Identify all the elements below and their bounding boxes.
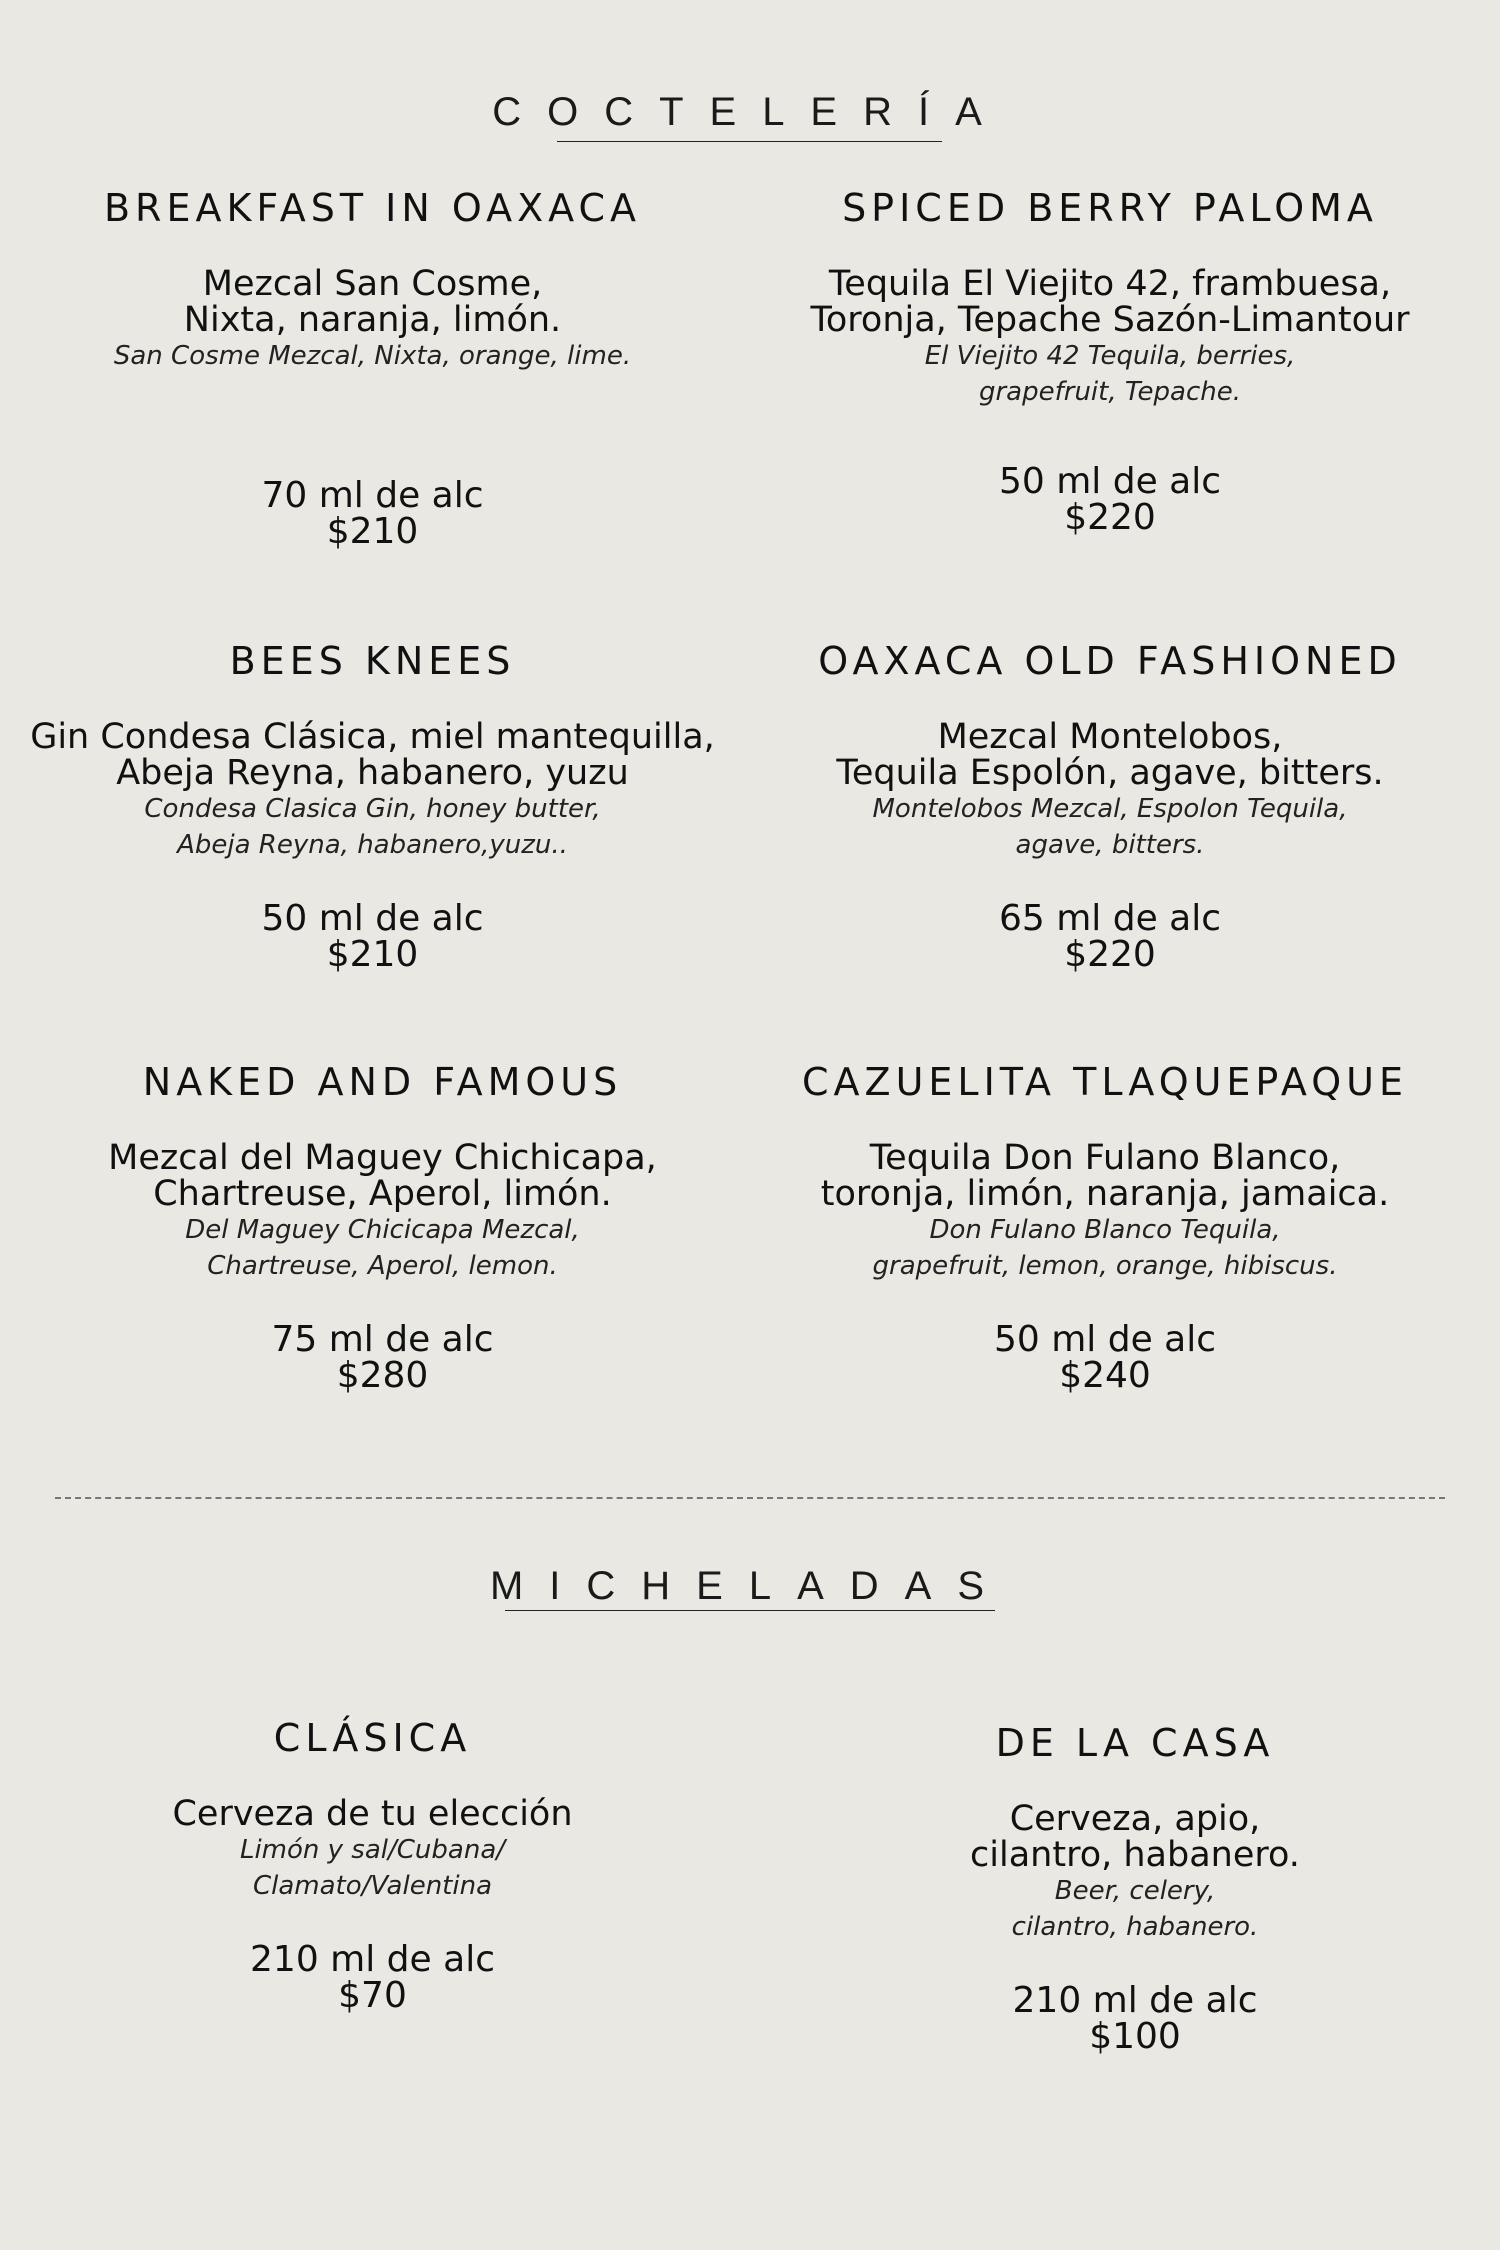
item-price: $220	[1064, 497, 1156, 538]
item-price: $220	[1064, 934, 1156, 975]
micheladas-heading: MICHELADAS	[489, 1564, 1011, 1608]
cocteleria-underline	[557, 141, 942, 142]
item-description: Mezcal San Cosme, Nixta, naranja, limón.	[183, 264, 562, 340]
item-translation: Beer, celery, cilantro, habanero.	[1011, 1876, 1259, 1942]
item-price: $210	[326, 511, 419, 552]
item-name: BREAKFAST IN OAXACA	[103, 186, 641, 230]
item-price: $70	[338, 1975, 407, 2016]
item-translation: Limón y sal/Cubana/ Clamato/Valentina	[239, 1835, 506, 1901]
menu-item	[750, 1058, 1460, 1394]
item-price: $210	[326, 934, 419, 975]
section-divider	[55, 1497, 1445, 1499]
item-price: $280	[336, 1355, 429, 1396]
menu-item	[755, 637, 1465, 973]
item-description: Mezcal Montelobos, Tequila Espolón, agave, bitters.	[836, 717, 1384, 793]
item-name: CAZUELITA TLAQUEPAQUE	[802, 1060, 1408, 1104]
item-name: NAKED AND FAMOUS	[142, 1060, 623, 1104]
item-volume: 65 ml de alc	[998, 898, 1222, 939]
item-volume: 50 ml de alc	[998, 461, 1222, 502]
item-translation: San Cosme Mezcal, Nixta, orange, lime.	[113, 341, 632, 371]
item-translation: Don Fulano Blanco Tequila, grapefruit, lemon, orange, hibiscus.	[872, 1215, 1338, 1281]
item-description: Gin Condesa Clásica, miel mantequilla, Abeja Reyna, habanero, yuzu	[30, 717, 715, 793]
micheladas-underline	[505, 1610, 995, 1611]
menu-item	[20, 184, 725, 550]
item-description: Cerveza, apio, cilantro, habanero.	[970, 1799, 1300, 1875]
item-volume: 75 ml de alc	[271, 1319, 494, 1360]
item-name: BEES KNEES	[229, 639, 516, 683]
menu-item	[780, 1719, 1490, 2055]
item-translation: Montelobos Mezcal, Espolon Tequila, agave, bitters.	[872, 794, 1348, 860]
item-name: SPICED BERRY PALOMA	[842, 186, 1378, 230]
item-translation: Condesa Clasica Gin, honey butter, Abeja Reyna, habanero,yuzu..	[144, 794, 601, 860]
item-description: Cerveza de tu elección	[172, 1794, 573, 1834]
item-volume: 210 ml de alc	[250, 1939, 495, 1980]
item-volume: 50 ml de alc	[261, 898, 484, 939]
item-volume: 50 ml de alc	[993, 1319, 1217, 1360]
item-price: $100	[1089, 2016, 1181, 2057]
item-name: OAXACA OLD FASHIONED	[818, 639, 1402, 683]
item-description: Mezcal del Maguey Chichicapa, Chartreuse, Aperol, limón.	[108, 1138, 657, 1214]
item-name: CLÁSICA	[273, 1716, 472, 1760]
item-translation: Del Maguey Chicicapa Mezcal, Chartreuse, Aperol, lemon.	[185, 1215, 580, 1281]
menu-item	[20, 637, 725, 973]
item-volume: 210 ml de alc	[1012, 1980, 1258, 2021]
item-name: DE LA CASA	[995, 1721, 1275, 1765]
menu-item	[20, 1714, 725, 2014]
menu-item	[755, 184, 1465, 536]
item-price: $240	[1059, 1355, 1151, 1396]
cocteleria-heading: COCTELERÍA	[492, 90, 1008, 134]
item-translation: El Viejito 42 Tequila, berries, grapefruit, Tepache.	[924, 341, 1296, 407]
item-volume: 70 ml de alc	[261, 475, 484, 516]
menu-item	[30, 1058, 735, 1394]
item-description: Tequila El Viejito 42, frambuesa, Toronja, Tepache Sazón-Limantour	[810, 264, 1410, 340]
item-description: Tequila Don Fulano Blanco, toronja, limón, naranja, jamaica.	[820, 1138, 1390, 1214]
